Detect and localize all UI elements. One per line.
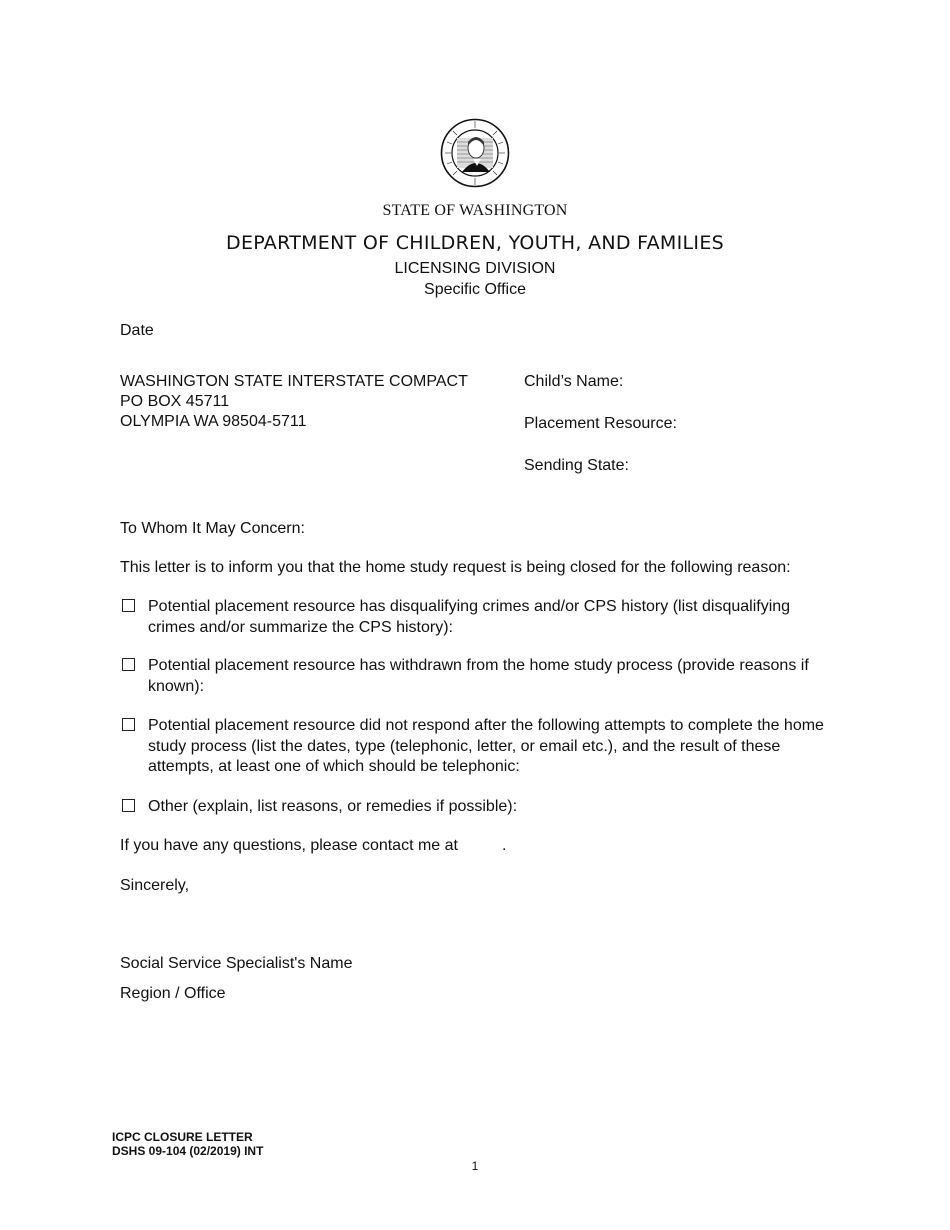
- form-number: DSHS 09-104 (02/2019) INT: [112, 1144, 264, 1158]
- child-name-label: Child’s Name:: [524, 373, 624, 390]
- reason-checkbox[interactable]: [122, 718, 135, 731]
- form-title: ICPC CLOSURE LETTER: [112, 1130, 253, 1144]
- address-line-2: PO BOX 45711: [120, 393, 230, 410]
- division-name: LICENSING DIVISION: [394, 260, 556, 277]
- reason-label: Other (explain, list reasons, or remedies if possible):: [148, 798, 518, 815]
- reason-label: Potential placement resource did not respond after the following attempts to complete the home study process (list the dates, type (telephonic, letter, or email etc.), and the result of these attempts, at least one of which should be telephonic:: [148, 717, 824, 775]
- reason-checkbox[interactable]: [122, 658, 135, 671]
- closing: Sincerely,: [120, 877, 190, 894]
- contact-end: .: [501, 837, 507, 854]
- salutation: To Whom It May Concern:: [120, 520, 305, 537]
- reason-label: Potential placement resource has withdrawn from the home study process (provide reasons if known):: [148, 657, 809, 695]
- address-line-3: OLYMPIA WA 98504-5711: [120, 413, 307, 430]
- intro-paragraph: This letter is to inform you that the home study request is being closed for the following reason:: [120, 559, 791, 576]
- reason-checkbox[interactable]: [122, 799, 135, 812]
- sending-state-label: Sending State:: [524, 457, 629, 474]
- date-label: Date: [120, 322, 154, 339]
- contact-line: [120, 836, 506, 856]
- contact-text: If you have any questions, please contact me at: [120, 837, 458, 854]
- reason-item: [120, 597, 840, 638]
- reason-item: [120, 656, 840, 697]
- washington-state-seal-icon: [440, 118, 510, 188]
- state-name: STATE OF WASHINGTON: [382, 202, 568, 219]
- signature-name: Social Service Specialist's Name: [120, 955, 353, 972]
- reason-checkbox[interactable]: [122, 599, 135, 612]
- reason-label: Potential placement resource has disqualifying crimes and/or CPS history (list disqualifying crimes and/or summarize the CPS history):: [148, 598, 791, 636]
- recipient-address: [120, 372, 468, 432]
- reason-item: [120, 716, 840, 778]
- department-name: DEPARTMENT OF CHILDREN, YOUTH, AND FAMILIES: [226, 232, 724, 254]
- office-name: Specific Office: [424, 281, 526, 298]
- address-line-1: WASHINGTON STATE INTERSTATE COMPACT: [120, 373, 468, 390]
- form-footer: [112, 1130, 263, 1158]
- placement-resource-label: Placement Resource:: [524, 415, 677, 432]
- page-number: 1: [471, 1159, 479, 1173]
- reason-item: [120, 797, 840, 818]
- signature-region: Region / Office: [120, 985, 226, 1002]
